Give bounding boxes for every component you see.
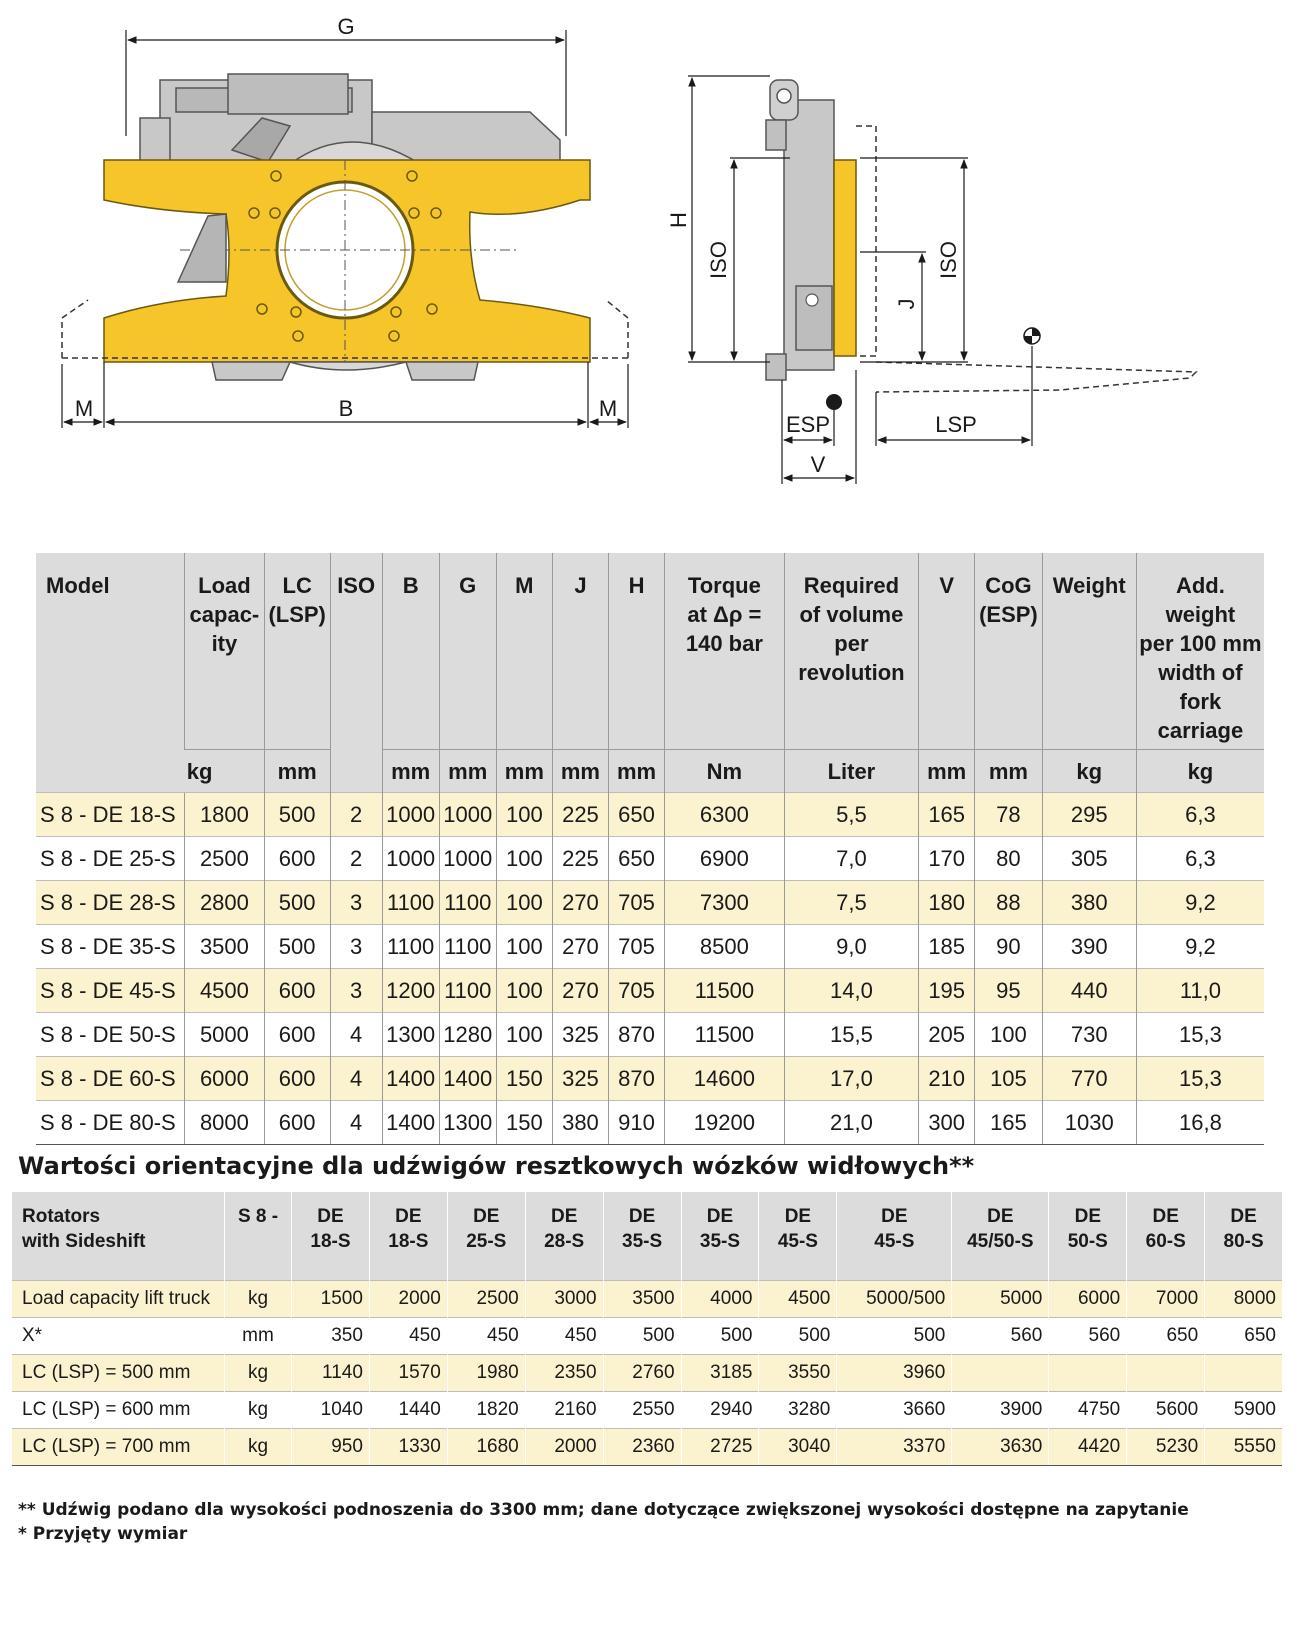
header-model-column: DE 35-S xyxy=(603,1192,681,1281)
table-row xyxy=(36,1013,1264,1057)
value-cell: 705 xyxy=(608,881,664,925)
value-cell: 295 xyxy=(1042,793,1136,837)
value-cell: 870 xyxy=(608,1013,664,1057)
value-cell: 1400 xyxy=(439,1057,496,1101)
value-cell: 3185 xyxy=(681,1355,759,1392)
header-h: H xyxy=(608,553,664,750)
value-cell: 600 xyxy=(264,837,330,881)
value-cell: 8000 xyxy=(185,1101,264,1145)
header-model-column: DE 45-S xyxy=(837,1192,952,1281)
row-unit: mm xyxy=(225,1318,292,1355)
value-cell: 2500 xyxy=(185,837,264,881)
value-cell: 600 xyxy=(264,969,330,1013)
value-cell: 450 xyxy=(525,1318,603,1355)
value-cell: 6300 xyxy=(665,793,785,837)
value-cell: 2160 xyxy=(525,1392,603,1429)
value-cell: 1000 xyxy=(439,837,496,881)
value-cell: 205 xyxy=(919,1013,975,1057)
value-cell: 270 xyxy=(552,925,608,969)
label-b: B xyxy=(338,396,354,421)
label-v: V xyxy=(810,452,826,477)
residual-capacity-table xyxy=(12,1192,1282,1466)
value-cell: 650 xyxy=(608,793,664,837)
value-cell: 3660 xyxy=(837,1392,952,1429)
value-cell: 650 xyxy=(608,837,664,881)
value-cell: 88 xyxy=(975,881,1042,925)
value-cell: 5,5 xyxy=(784,793,918,837)
unit-cell: Liter xyxy=(784,750,918,793)
value-cell: 600 xyxy=(264,1057,330,1101)
value-cell: 21,0 xyxy=(784,1101,918,1145)
value-cell: 4500 xyxy=(759,1281,837,1318)
value-cell: 1280 xyxy=(439,1013,496,1057)
value-cell: 14,0 xyxy=(784,969,918,1013)
label-m-left: M xyxy=(74,396,94,421)
value-cell: 380 xyxy=(1042,881,1136,925)
value-cell: 9,2 xyxy=(1136,881,1264,925)
header-model-column: DE 60-S xyxy=(1127,1192,1205,1281)
header-model-column: DE 45-S xyxy=(759,1192,837,1281)
value-cell: 1330 xyxy=(369,1429,447,1466)
footnote-single-star: * Przyjęty wymiar xyxy=(18,1524,188,1544)
value-cell: 5900 xyxy=(1205,1392,1282,1429)
value-cell: 300 xyxy=(919,1101,975,1145)
value-cell: 2500 xyxy=(447,1281,525,1318)
value-cell: 100 xyxy=(496,969,552,1013)
value-cell: 500 xyxy=(264,881,330,925)
value-cell: 1100 xyxy=(382,881,439,925)
front-view-bottom-hooks xyxy=(212,362,478,380)
header-model-column: DE 25-S xyxy=(447,1192,525,1281)
value-cell: 165 xyxy=(919,793,975,837)
value-cell: 305 xyxy=(1042,837,1136,881)
row-unit: kg xyxy=(225,1429,292,1466)
value-cell: 440 xyxy=(1042,969,1136,1013)
row-label: LC (LSP) = 500 mm xyxy=(12,1355,225,1392)
value-cell: 150 xyxy=(496,1057,552,1101)
value-cell: 3500 xyxy=(185,925,264,969)
value-cell: 170 xyxy=(919,837,975,881)
row-label: LC (LSP) = 700 mm xyxy=(12,1429,225,1466)
value-cell: 78 xyxy=(975,793,1042,837)
value-cell xyxy=(1127,1355,1205,1392)
specifications-table xyxy=(36,553,1264,1145)
row-unit: kg xyxy=(225,1355,292,1392)
value-cell: 80 xyxy=(975,837,1042,881)
header-rotators: Rotators with Sideshift xyxy=(12,1192,225,1281)
value-cell: 1800 xyxy=(185,793,264,837)
value-cell: 1500 xyxy=(292,1281,370,1318)
value-cell xyxy=(1205,1355,1282,1392)
header-iso: ISO xyxy=(330,553,382,793)
value-cell: 500 xyxy=(837,1318,952,1355)
value-cell: 100 xyxy=(496,881,552,925)
value-cell: 100 xyxy=(496,837,552,881)
value-cell: 500 xyxy=(264,793,330,837)
value-cell: 150 xyxy=(496,1101,552,1145)
value-cell: 1100 xyxy=(382,925,439,969)
table-row xyxy=(36,969,1264,1013)
value-cell: 380 xyxy=(552,1101,608,1145)
unit-cell: mm xyxy=(382,750,439,793)
table-row xyxy=(12,1318,1282,1355)
model-cell: S 8 - DE 45-S xyxy=(36,969,185,1013)
header-weight: Weight xyxy=(1042,553,1136,750)
value-cell: 17,0 xyxy=(784,1057,918,1101)
value-cell: 5600 xyxy=(1127,1392,1205,1429)
value-cell: 225 xyxy=(552,793,608,837)
value-cell: 100 xyxy=(975,1013,1042,1057)
value-cell: 14600 xyxy=(665,1057,785,1101)
unit-cell: mm xyxy=(975,750,1042,793)
header-model-column: DE 80-S xyxy=(1205,1192,1282,1281)
value-cell: 3500 xyxy=(603,1281,681,1318)
value-cell: 2 xyxy=(330,837,382,881)
value-cell: 1680 xyxy=(447,1429,525,1466)
technical-drawing xyxy=(0,0,1300,530)
label-m-right: M xyxy=(598,396,618,421)
value-cell: 500 xyxy=(603,1318,681,1355)
row-unit: kg xyxy=(225,1392,292,1429)
value-cell: 705 xyxy=(608,925,664,969)
value-cell: 5000/500 xyxy=(837,1281,952,1318)
value-cell: 600 xyxy=(264,1013,330,1057)
value-cell: 1300 xyxy=(439,1101,496,1145)
value-cell: 1030 xyxy=(1042,1101,1136,1145)
header-load: Load capac- ity xyxy=(185,553,264,750)
model-cell: S 8 - DE 18-S xyxy=(36,793,185,837)
value-cell: 1000 xyxy=(439,793,496,837)
value-cell: 15,5 xyxy=(784,1013,918,1057)
unit-cell: mm xyxy=(552,750,608,793)
value-cell: 7,0 xyxy=(784,837,918,881)
value-cell: 19200 xyxy=(665,1101,785,1145)
value-cell: 195 xyxy=(919,969,975,1013)
value-cell: 1100 xyxy=(439,925,496,969)
value-cell: 770 xyxy=(1042,1057,1136,1101)
header-model-column: DE 35-S xyxy=(681,1192,759,1281)
drawing-svg xyxy=(0,0,1300,530)
value-cell: 2350 xyxy=(525,1355,603,1392)
side-view xyxy=(766,80,1196,410)
value-cell: 1440 xyxy=(369,1392,447,1429)
value-cell: 4420 xyxy=(1049,1429,1127,1466)
value-cell: 3000 xyxy=(525,1281,603,1318)
value-cell: 210 xyxy=(919,1057,975,1101)
value-cell: 105 xyxy=(975,1057,1042,1101)
value-cell: 9,2 xyxy=(1136,925,1264,969)
value-cell: 730 xyxy=(1042,1013,1136,1057)
model-cell: S 8 - DE 35-S xyxy=(36,925,185,969)
unit-cell: mm xyxy=(919,750,975,793)
value-cell: 4500 xyxy=(185,969,264,1013)
value-cell: 6000 xyxy=(1049,1281,1127,1318)
value-cell: 11,0 xyxy=(1136,969,1264,1013)
table-row xyxy=(12,1355,1282,1392)
specifications-header-row xyxy=(36,553,1264,750)
header-v: V xyxy=(919,553,975,750)
value-cell: 6,3 xyxy=(1136,837,1264,881)
value-cell: 870 xyxy=(608,1057,664,1101)
value-cell: 165 xyxy=(975,1101,1042,1145)
value-cell: 2000 xyxy=(525,1429,603,1466)
value-cell: 1000 xyxy=(382,793,439,837)
header-g: G xyxy=(439,553,496,750)
value-cell: 4 xyxy=(330,1101,382,1145)
value-cell: 1140 xyxy=(292,1355,370,1392)
value-cell: 4750 xyxy=(1049,1392,1127,1429)
value-cell: 9,0 xyxy=(784,925,918,969)
header-volume: Required of volume per revolution xyxy=(784,553,918,750)
value-cell: 500 xyxy=(759,1318,837,1355)
value-cell: 100 xyxy=(496,1013,552,1057)
value-cell: 5000 xyxy=(952,1281,1049,1318)
value-cell: 3960 xyxy=(837,1355,952,1392)
value-cell: 4000 xyxy=(681,1281,759,1318)
dimension-iso-left xyxy=(706,158,790,360)
value-cell: 95 xyxy=(975,969,1042,1013)
header-s8-prefix: S 8 - xyxy=(225,1192,292,1281)
value-cell: 100 xyxy=(496,793,552,837)
value-cell: 560 xyxy=(952,1318,1049,1355)
value-cell: 5230 xyxy=(1127,1429,1205,1466)
value-cell: 180 xyxy=(919,881,975,925)
header-j: J xyxy=(552,553,608,750)
label-iso-right: ISO xyxy=(936,241,961,279)
residual-capacity-body xyxy=(12,1281,1282,1466)
dimension-h xyxy=(666,76,770,362)
value-cell: 390 xyxy=(1042,925,1136,969)
table-row xyxy=(12,1392,1282,1429)
value-cell: 325 xyxy=(552,1057,608,1101)
model-cell: S 8 - DE 28-S xyxy=(36,881,185,925)
value-cell xyxy=(952,1355,1049,1392)
value-cell: 1000 xyxy=(382,837,439,881)
value-cell: 3 xyxy=(330,925,382,969)
value-cell: 6,3 xyxy=(1136,793,1264,837)
value-cell: 1300 xyxy=(382,1013,439,1057)
value-cell: 2360 xyxy=(603,1429,681,1466)
value-cell: 3550 xyxy=(759,1355,837,1392)
unit-cell: mm xyxy=(608,750,664,793)
residual-capacity-title: Wartości orientacyjne dla udźwigów resztkowych wózków widłowych** xyxy=(18,1152,975,1180)
model-cell: S 8 - DE 25-S xyxy=(36,837,185,881)
row-unit: kg xyxy=(225,1281,292,1318)
value-cell: 8500 xyxy=(665,925,785,969)
specifications-units-row xyxy=(36,750,1264,793)
value-cell: 2760 xyxy=(603,1355,681,1392)
model-cell: S 8 - DE 60-S xyxy=(36,1057,185,1101)
table-row xyxy=(36,1101,1264,1145)
header-torque: Torque at Δρ = 140 bar xyxy=(665,553,785,750)
value-cell: 15,3 xyxy=(1136,1013,1264,1057)
header-model-column: DE 18-S xyxy=(292,1192,370,1281)
value-cell: 1820 xyxy=(447,1392,525,1429)
table-row xyxy=(36,925,1264,969)
table-row xyxy=(36,881,1264,925)
value-cell: 11500 xyxy=(665,1013,785,1057)
value-cell: 705 xyxy=(608,969,664,1013)
table-row xyxy=(36,837,1264,881)
table-row xyxy=(36,1057,1264,1101)
value-cell: 6000 xyxy=(185,1057,264,1101)
value-cell: 3370 xyxy=(837,1429,952,1466)
unit-cell: mm xyxy=(496,750,552,793)
table-row xyxy=(36,793,1264,837)
value-cell: 7000 xyxy=(1127,1281,1205,1318)
value-cell: 5000 xyxy=(185,1013,264,1057)
value-cell: 325 xyxy=(552,1013,608,1057)
value-cell: 5550 xyxy=(1205,1429,1282,1466)
value-cell: 8000 xyxy=(1205,1281,1282,1318)
row-label: LC (LSP) = 600 mm xyxy=(12,1392,225,1429)
unit-cell: kg xyxy=(1042,750,1136,793)
residual-capacity-header-row xyxy=(12,1192,1282,1281)
value-cell: 3040 xyxy=(759,1429,837,1466)
header-lc: LC (LSP) xyxy=(264,553,330,750)
front-view-carriage-plate xyxy=(104,160,590,362)
footnotes xyxy=(18,1498,1189,1546)
table-row xyxy=(12,1429,1282,1466)
value-cell: 3900 xyxy=(952,1392,1049,1429)
value-cell: 2800 xyxy=(185,881,264,925)
value-cell: 3280 xyxy=(759,1392,837,1429)
table-row xyxy=(12,1281,1282,1318)
value-cell: 350 xyxy=(292,1318,370,1355)
value-cell: 450 xyxy=(447,1318,525,1355)
value-cell: 4 xyxy=(330,1057,382,1101)
value-cell: 2940 xyxy=(681,1392,759,1429)
value-cell: 2550 xyxy=(603,1392,681,1429)
header-model-column: DE 45/50-S xyxy=(952,1192,1049,1281)
unit-cell: kg xyxy=(1136,750,1264,793)
value-cell: 185 xyxy=(919,925,975,969)
model-cell: S 8 - DE 50-S xyxy=(36,1013,185,1057)
header-m: M xyxy=(496,553,552,750)
footnote-double-star: ** Udźwig podano dla wysokości podnoszenia do 3300 mm; dane dotyczące zwiększonej wysokości dostępne na zapytanie xyxy=(18,1500,1189,1520)
hook-arm xyxy=(178,214,226,282)
specifications-body xyxy=(36,793,1264,1145)
value-cell: 1100 xyxy=(439,881,496,925)
header-model: Model xyxy=(36,553,185,793)
value-cell: 1980 xyxy=(447,1355,525,1392)
dimension-j xyxy=(860,252,926,360)
value-cell: 950 xyxy=(292,1429,370,1466)
header-model-column: DE 28-S xyxy=(525,1192,603,1281)
unit-cell: kg xyxy=(185,750,264,793)
value-cell: 1040 xyxy=(292,1392,370,1429)
value-cell: 90 xyxy=(975,925,1042,969)
value-cell: 270 xyxy=(552,881,608,925)
value-cell: 2725 xyxy=(681,1429,759,1466)
value-cell: 6900 xyxy=(665,837,785,881)
value-cell: 500 xyxy=(264,925,330,969)
value-cell: 3 xyxy=(330,881,382,925)
unit-cell: mm xyxy=(439,750,496,793)
label-lsp: LSP xyxy=(935,412,977,437)
header-add-weight: Add. weight per 100 mm width of fork carriage xyxy=(1136,553,1264,750)
row-label: X* xyxy=(12,1318,225,1355)
label-h: H xyxy=(666,212,691,228)
value-cell: 1100 xyxy=(439,969,496,1013)
front-view-mechanism xyxy=(140,74,560,164)
value-cell: 100 xyxy=(496,925,552,969)
value-cell: 4 xyxy=(330,1013,382,1057)
value-cell: 11500 xyxy=(665,969,785,1013)
value-cell: 3630 xyxy=(952,1429,1049,1466)
label-iso-left: ISO xyxy=(706,241,731,279)
unit-cell: Nm xyxy=(665,750,785,793)
header-cog: CoG (ESP) xyxy=(975,553,1042,750)
value-cell: 600 xyxy=(264,1101,330,1145)
value-cell: 270 xyxy=(552,969,608,1013)
value-cell: 7300 xyxy=(665,881,785,925)
row-label: Load capacity lift truck xyxy=(12,1281,225,1318)
value-cell: 7,5 xyxy=(784,881,918,925)
unit-cell: mm xyxy=(264,750,330,793)
header-model-column: DE 50-S xyxy=(1049,1192,1127,1281)
value-cell: 910 xyxy=(608,1101,664,1145)
value-cell: 650 xyxy=(1127,1318,1205,1355)
value-cell xyxy=(1049,1355,1127,1392)
value-cell: 650 xyxy=(1205,1318,1282,1355)
value-cell: 1400 xyxy=(382,1101,439,1145)
value-cell: 1400 xyxy=(382,1057,439,1101)
value-cell: 1200 xyxy=(382,969,439,1013)
label-esp: ESP xyxy=(785,412,831,437)
header-model-column: DE 18-S xyxy=(369,1192,447,1281)
value-cell: 3 xyxy=(330,969,382,1013)
value-cell: 500 xyxy=(681,1318,759,1355)
value-cell: 2 xyxy=(330,793,382,837)
value-cell: 560 xyxy=(1049,1318,1127,1355)
value-cell: 1570 xyxy=(369,1355,447,1392)
value-cell: 16,8 xyxy=(1136,1101,1264,1145)
model-cell: S 8 - DE 80-S xyxy=(36,1101,185,1145)
label-j: J xyxy=(894,298,919,310)
value-cell: 450 xyxy=(369,1318,447,1355)
dimension-b-m xyxy=(62,362,628,428)
header-b: B xyxy=(382,553,439,750)
value-cell: 2000 xyxy=(369,1281,447,1318)
value-cell: 225 xyxy=(552,837,608,881)
value-cell: 15,3 xyxy=(1136,1057,1264,1101)
label-g: G xyxy=(337,14,355,39)
